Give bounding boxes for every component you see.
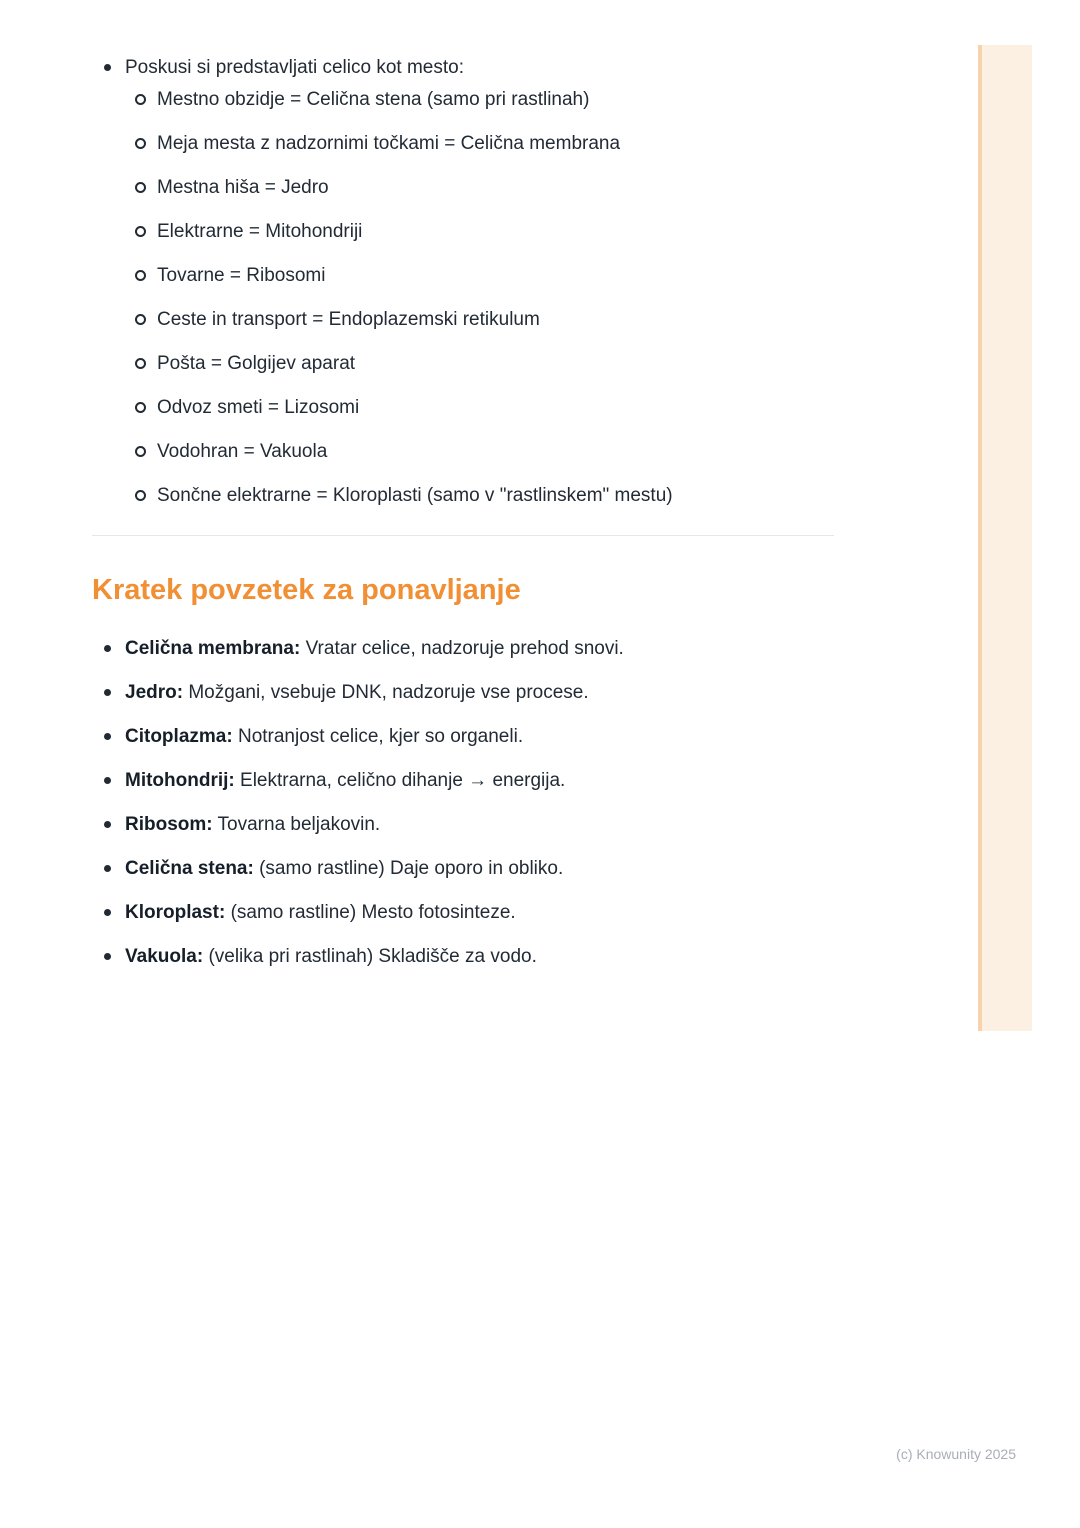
list-item: Mestno obzidje = Celična stena (samo pri rastlinah) — [92, 88, 834, 112]
summary-list — [92, 637, 834, 969]
summary-item — [92, 901, 834, 925]
summary-item — [92, 769, 834, 793]
term-description: (velika pri rastlinah) Skladišče za vodo. — [208, 946, 537, 967]
term-label: Citoplazma: — [125, 726, 233, 747]
list-item: Sončne elektrarne = Kloroplasti (samo v "rastlinskem" mestu) — [92, 484, 834, 508]
term-label: Kloroplast: — [125, 902, 226, 923]
term-description: Možgani, vsebuje DNK, nadzoruje vse procese. — [188, 682, 589, 703]
analogy-sub-list — [92, 88, 834, 508]
list-item: Ceste in transport = Endoplazemski retikulum — [92, 308, 834, 332]
term-label: Vakuola: — [125, 946, 204, 967]
footer-copyright: (c) Knowunity 2025 — [896, 1446, 1016, 1462]
term-description: (samo rastline) Mesto fotosinteze. — [230, 902, 516, 923]
term-description: Vratar celice, nadzoruje prehod snovi. — [305, 638, 624, 659]
analogy-lead-item — [92, 56, 834, 80]
summary-item — [92, 725, 834, 749]
term-label: Celična stena: — [125, 858, 254, 879]
list-item: Tovarne = Ribosomi — [92, 264, 834, 288]
document-content — [92, 56, 834, 989]
summary-item — [92, 857, 834, 881]
summary-item — [92, 681, 834, 705]
list-item: Meja mesta z nadzornimi točkami = Celična membrana — [92, 132, 834, 156]
list-item: Mestna hiša = Jedro — [92, 176, 834, 200]
list-item: Odvoz smeti = Lizosomi — [92, 396, 834, 420]
list-item: Elektrarne = Mitohondriji — [92, 220, 834, 244]
decorative-side-strip — [978, 45, 1032, 1031]
section-heading: Kratek povzetek za ponavljanje — [92, 574, 521, 606]
list-item: Pošta = Golgijev aparat — [92, 352, 834, 376]
term-description: Elektrarna, celično dihanje → energija. — [240, 770, 566, 791]
analogy-lead-text: Poskusi si predstavljati celico kot mesto: — [125, 57, 464, 78]
list-item: Vodohran = Vakuola — [92, 440, 834, 464]
term-label: Mitohondrij: — [125, 770, 235, 791]
term-label: Celična membrana: — [125, 638, 301, 659]
section-divider — [92, 535, 834, 536]
term-label: Jedro: — [125, 682, 184, 703]
summary-item — [92, 945, 834, 969]
term-description: Notranjost celice, kjer so organeli. — [237, 726, 524, 747]
summary-item — [92, 637, 834, 661]
analogy-list — [92, 56, 834, 80]
term-description: Tovarna beljakovin. — [217, 814, 381, 835]
summary-item — [92, 813, 834, 837]
term-description: (samo rastline) Daje oporo in obliko. — [259, 858, 564, 879]
term-label: Ribosom: — [125, 814, 213, 835]
